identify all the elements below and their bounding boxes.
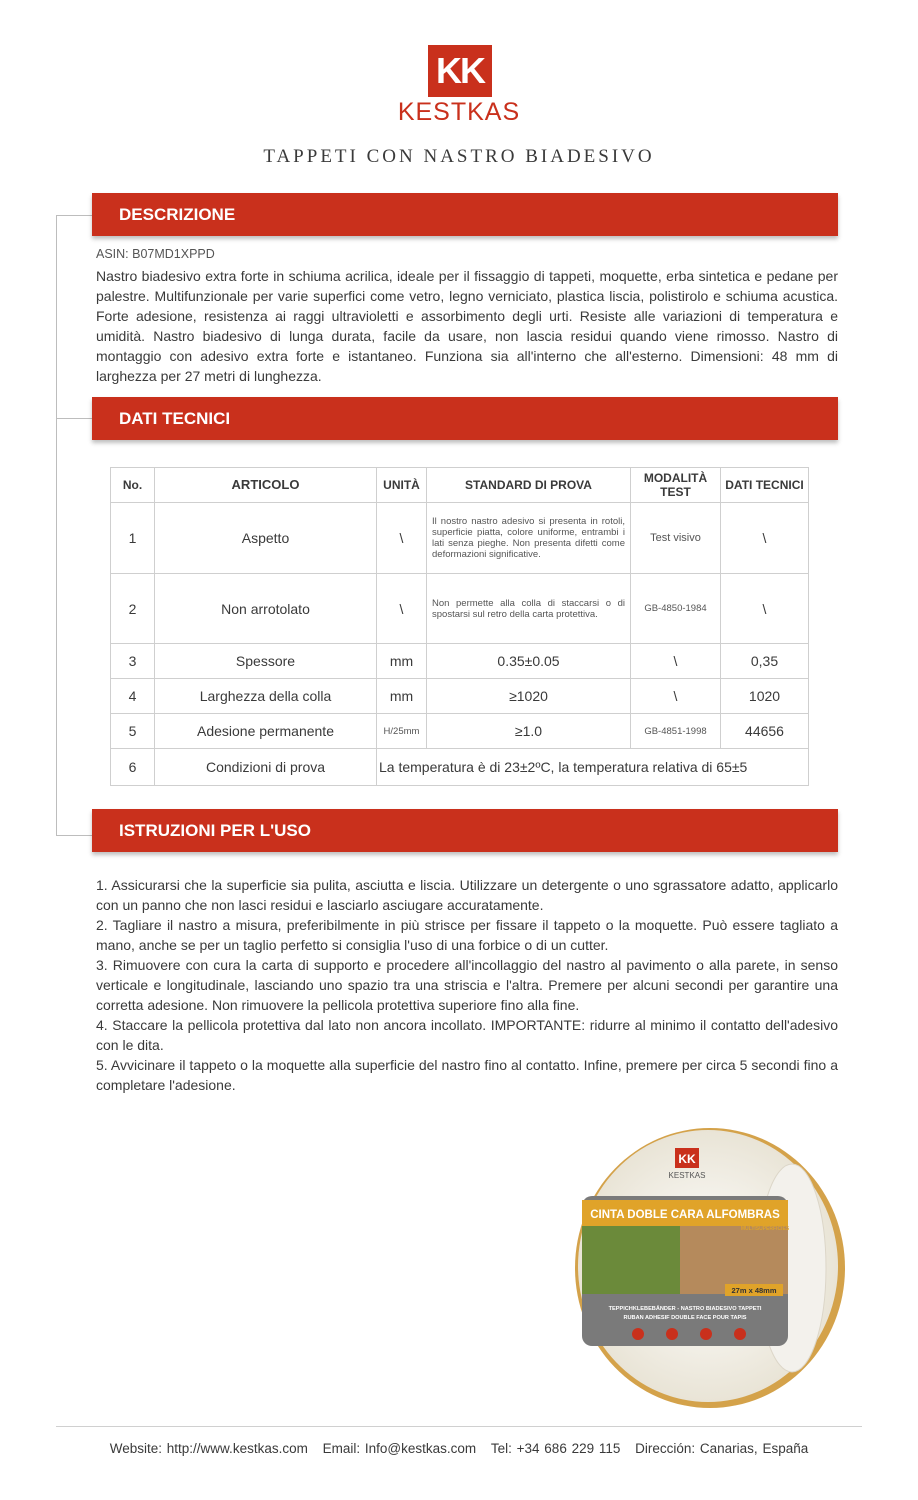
- table-row: [111, 714, 809, 749]
- cell-modalita: \: [631, 679, 721, 714]
- cell-standard: ≥1020: [427, 679, 631, 714]
- brand-logo: [428, 45, 492, 97]
- cell-dati: \: [721, 503, 809, 574]
- cell-standard: Il nostro nastro adesivo si presenta in rotoli, superficie piatta, colore uniforme, entrambi i lati senza pieghe. Non presenta difetti come deformazioni significative.: [427, 503, 631, 574]
- cell-no: 6: [111, 749, 155, 786]
- instruction-step: 4. Staccare la pellicola protettiva dal lato non ancora incollato. IMPORTANTE: ridurre al minimo il contatto dell'adesivo con le dita.: [96, 1017, 838, 1053]
- product-feature-icon: [632, 1328, 644, 1340]
- section-connector-line: [56, 215, 57, 835]
- cell-articolo: Adesione permanente: [155, 714, 377, 749]
- footer-website[interactable]: Website: http://www.kestkas.com: [109, 1441, 308, 1456]
- brand-name: KESTKAS: [397, 98, 521, 126]
- product-feature-icon: [666, 1328, 678, 1340]
- cell-modalita: GB-4851-1998: [631, 714, 721, 749]
- cell-no: 3: [111, 644, 155, 679]
- product-line2: RUBAN ADHESIF DOUBLE FACE POUR TAPIS: [623, 1315, 747, 1321]
- cell-no: 2: [111, 574, 155, 644]
- product-sub-label: MULTISUPERFICIES: [740, 1226, 790, 1232]
- col-header: ARTICOLO: [155, 468, 377, 503]
- cell-articolo: Non arrotolato: [155, 574, 377, 644]
- cell-dati: 0,35: [721, 644, 809, 679]
- cell-dati: 1020: [721, 679, 809, 714]
- table-row: [111, 644, 809, 679]
- cell-no: 1: [111, 503, 155, 574]
- connector-tick: [56, 418, 92, 419]
- connector-tick: [56, 215, 92, 216]
- product-line1: TEPPICHKLEBEBÄNDER - NASTRO BIADESIVO TAPPETI: [608, 1306, 762, 1312]
- col-header: DATI TECNICI: [721, 468, 809, 503]
- cell-articolo: Spessore: [155, 644, 377, 679]
- section-header-dati-tecnici: DATI TECNICI: [92, 397, 838, 440]
- footer-email[interactable]: Email: Info@kestkas.com: [322, 1441, 477, 1456]
- cell-standard: 0.35±0.05: [427, 644, 631, 679]
- cell-unita: \: [377, 574, 427, 644]
- cell-dati: \: [721, 574, 809, 644]
- table-row: [111, 574, 809, 644]
- col-header: UNITÀ: [377, 468, 427, 503]
- product-size-label: 27m x 48mm: [731, 1286, 777, 1295]
- technical-data-table: [110, 467, 809, 786]
- instructions-list: [96, 875, 838, 1095]
- cell-unita: \: [377, 503, 427, 574]
- footer-phone: Tel: +34 686 229 115: [490, 1441, 621, 1456]
- table-row: [111, 749, 809, 786]
- cell-no: 5: [111, 714, 155, 749]
- col-header: STANDARD DI PROVA: [427, 468, 631, 503]
- product-band-label: CINTA DOBLE CARA ALFOMBRAS: [590, 1209, 780, 1221]
- table-row: [111, 503, 809, 574]
- instruction-step: 5. Avvicinare il tappeto o la moquette alla superficie del nastro fino al contatto. Infine, premere per circa 5 secondi fino a completare l'adesione.: [96, 1057, 838, 1093]
- product-brand-name: KESTKAS: [668, 1171, 706, 1180]
- description-text: Nastro biadesivo extra forte in schiuma acrilica, ideale per il fissaggio di tappeti, moquette, erba sintetica e pedane per palestre. Multifunzionale per varie superfici come vetro, legno verniciato, plastica liscia, polistirolo e schiuma acustica. Forte adesione, resistenza ai raggi ultravioletti e assorbimento degli urti. Resiste alle variazioni di temperatura e umidità. Nastro biadesivo di lunga durata, facile da usare, non lascia residui quando viene rimosso. Nastro di montaggio con adesivo extra forte e istantaneo. Funziona sia all'interno che all'esterno. Dimensioni: 48 mm di larghezza per 27 metri di lunghezza.: [96, 268, 838, 384]
- cell-articolo: Aspetto: [155, 503, 377, 574]
- cell-test-conditions: La temperatura è di 23±2ºC, la temperatura relativa di 65±5: [377, 749, 809, 786]
- section-header-istruzioni: ISTRUZIONI PER L'USO: [92, 809, 838, 852]
- cell-no: 4: [111, 679, 155, 714]
- page-title: TAPPETI CON NASTRO BIADESIVO: [263, 146, 655, 167]
- cell-standard: Non permette alla colla di staccarsi o di spostarsi sul retro della carta protettiva.: [427, 574, 631, 644]
- product-feature-icon: [700, 1328, 712, 1340]
- product-tape-roll-image: [560, 1118, 850, 1408]
- cell-unita: H/25mm: [377, 714, 427, 749]
- cell-modalita: Test visivo: [631, 503, 721, 574]
- brand-monogram: KK: [436, 50, 484, 91]
- table-row: [111, 679, 809, 714]
- col-header: MODALITÀ TEST: [631, 468, 721, 503]
- footer: [0, 1441, 918, 1456]
- instruction-step: 1. Assicurarsi che la superficie sia pulita, asciutta e liscia. Utilizzare un detergente o uno sgrassatore adatto, applicarlo con un panno che non lasci residui e lasciarlo asciugare accuratamente.: [96, 877, 838, 913]
- section-header-descrizione: DESCRIZIONE: [92, 193, 838, 236]
- cell-modalita: GB-4850-1984: [631, 574, 721, 644]
- col-header: No.: [111, 468, 155, 503]
- cell-unita: mm: [377, 679, 427, 714]
- connector-tick: [56, 835, 92, 836]
- instruction-step: 3. Rimuovere con cura la carta di supporto e procedere all'incollaggio del nastro al pavimento o alla parete, in senso verticale e longitudinale, lasciando uno spazio tra una striscia e l'altra. Premere per alcuni secondi per garantire una corretta adesione. Non rimuovere la pellicola protettiva superiore fino alla fine.: [96, 957, 838, 1013]
- cell-articolo: Condizioni di prova: [155, 749, 377, 786]
- cell-unita: mm: [377, 644, 427, 679]
- cell-articolo: Larghezza della colla: [155, 679, 377, 714]
- asin-label: ASIN: B07MD1XPPD: [96, 247, 215, 261]
- product-monogram: KK: [678, 1152, 696, 1166]
- cell-modalita: \: [631, 644, 721, 679]
- footer-address: Dirección: Canarias, España: [635, 1441, 809, 1456]
- instruction-step: 2. Tagliare il nastro a misura, preferibilmente in più strisce per fissare il tappeto o la moquette. Può essere tagliato a mano, anche se per un taglio perfetto si consiglia l'uso di una forbice o di un cutter.: [96, 917, 838, 953]
- table-header-row: [111, 468, 809, 503]
- product-feature-icon: [734, 1328, 746, 1340]
- cell-standard: ≥1.0: [427, 714, 631, 749]
- footer-divider: [56, 1426, 862, 1427]
- cell-dati: 44656: [721, 714, 809, 749]
